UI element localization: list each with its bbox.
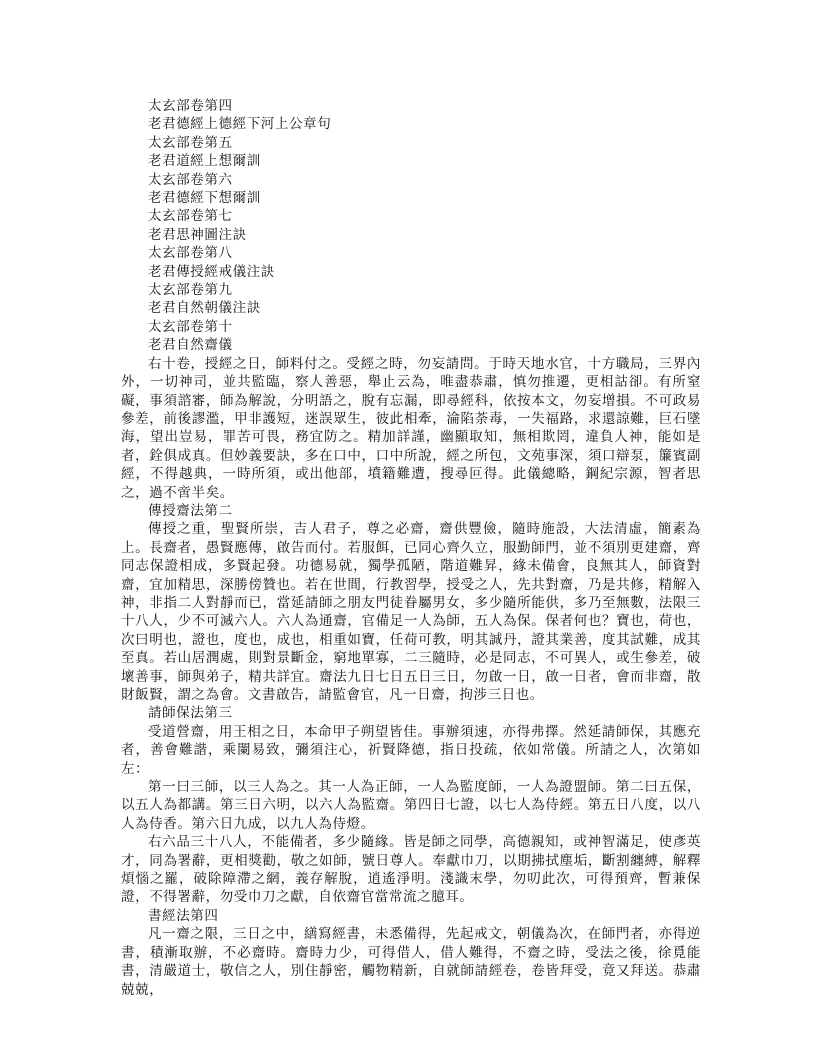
toc-line: 太玄部卷第四	[148, 98, 233, 114]
toc-line: 老君德經下想爾訓	[148, 190, 261, 207]
paragraph-chuanshou: 傳授之重，聖賢所崇，吉人君子，尊之必齋，齋供豐儉，隨時施設，大法清虛，簡素為上。長齋者，愚賢應傳，啟告而付。若服餌，已同心齊久立，服勤師門，並不須別更建齋，齊同志保證相成，多賢起發。功德易就，獨學孤陋，階道難昇，緣未備會，良無其人，師資對齋，宜加精思，深勝傍贊也。若在世間，行教習學，授受之人，先共對齋，乃是共修，精解入神，非指二人對靜而已，當延請師之朋友門徒眷屬男女，多少隨所能供，多乃至無數，法限三十八人，少不可滅六人。六人為通齋，官備足一人為師，五人為保。保者何也？寶也，荷也，次曰明也，證也，度也，成也，相重如寶，任荷可教，明其誠丹，證其業善，度其試難，成其至真。若山居潤處，則對景斷金，窮地單寡，二三隨時，必是同志，不可異人，或生參差，破壞善事，師與弟子，精共詳宜。齋法九日七日五日三日，勿啟一日，啟一日者，會而非齋，散財飯賢，謂之為會。文書啟告，請監會官，凡一日齋，拘涉三日也。	[121, 521, 701, 703]
toc-line: 老君自然齋儀	[148, 337, 233, 354]
paragraph-sanshi-wubao: 第一曰三師，以三人為之。其一人為正師，一人為監度師，一人為證盟師。第二曰五保，以五人為都講。第三日六明，以六人為監齋。第四日七證，以七人為侍經。第五日八度，以八人為侍香。第六日九成，以九人為侍燈。	[121, 779, 701, 832]
toc-line: 太玄部卷第十	[148, 318, 233, 335]
toc-line: 老君自然朝儀注訣	[148, 300, 261, 317]
toc-line: 太玄部卷第九	[148, 282, 233, 299]
paragraph-shijuan: 右十卷，授經之日，師料付之。受經之時，勿妄請問。于時天地水官，十方職局，三界內外，一切神司，並共監臨，察人善惡，舉止云為，唯盡恭肅，慎勿推遷，更相詁卻。有所窒礙，事須諮審，師為解說，分明語之，脫有忘漏，即尋經科，依按本文，勿妄增損。不可政易參差，前後謬濫，甲非護短，迷誤眾生，彼此相牽，淪陷荼毒，一失福路，求還諒難，巨石墜海，望出豈易，罪苦可畏，務宜防之。精加詳謹，幽顯取知，無相欺罔，違負人神，能如是者，銓俱成真。但妙義要訣，多在口中，口中所說，經之所包，文苑事深，須口辯泵，簾賓副經，不得越典，一時所須，或出他部，墳籍難遭，搜尋叵得。此儀總略，鋼紀宗源，智者思之，過不啻半矣。	[121, 355, 701, 501]
table-of-contents	[121, 97, 701, 355]
section-title-chuanshou-zhaifa: 傳授齋法第二	[148, 502, 233, 519]
toc-line: 太玄部卷第六	[148, 171, 233, 188]
paragraph-yizhai-zhixian: 凡一齋之限，三日之中，繕寫經書，未悉備得，先起戒文，朝儀為次，在師門者，亦得逆書，積漸取辦，不必齋時。齋時力少，可得借人，借人難得，不齋之時，受法之後，徐覓能書，清嚴道士，敬信之人，別住靜密，觸物精新，自就師請經卷，卷皆拜受，竟又拜送。恭肅兢兢，	[121, 926, 701, 998]
toc-line: 老君德經上德經下河上公章句	[148, 116, 332, 133]
toc-line: 老君思神圖注訣	[148, 226, 247, 243]
toc-line: 老君傳授經戒儀注訣	[148, 263, 275, 280]
toc-line: 太玄部卷第五	[148, 134, 233, 151]
toc-line: 太玄部卷第八	[148, 245, 233, 262]
toc-line: 太玄部卷第七	[148, 208, 233, 225]
section-title-qing-shibao: 請師保法第三	[148, 705, 233, 722]
paragraph-liupin: 右六品三十八人，不能備者，多少隨緣。皆是師之同學，高德親知，或神智滿足，使彥英才，同為署辭，更相獎勸，敬之如師，號日尊人。奉獻巾刀，以期拂拭塵垢，斷割纏縛，解釋煩惱之羅，破除障滯之網，義存解脫，逍遙淨明。淺識末學，勿叨此次，可得預齊，暫兼保證，不得署辭，勿受巾刀之獻，自依齋官當常流之臆耳。	[121, 834, 701, 906]
toc-line: 老君道經上想爾訓	[148, 153, 261, 170]
paragraph-shoudao-yingzhai: 受道營齋，用王相之日，本命甲子朔望皆佳。事辦須速，亦得弗擇。然延請師保，其應充者，善會難諧，乘闌易致，彌須注心，祈賢降德，指日投疏，依如常儀。所請之人，次第如左：	[121, 723, 701, 777]
section-title-shujing-fa: 書經法第四	[148, 907, 219, 924]
document-body	[121, 97, 701, 999]
